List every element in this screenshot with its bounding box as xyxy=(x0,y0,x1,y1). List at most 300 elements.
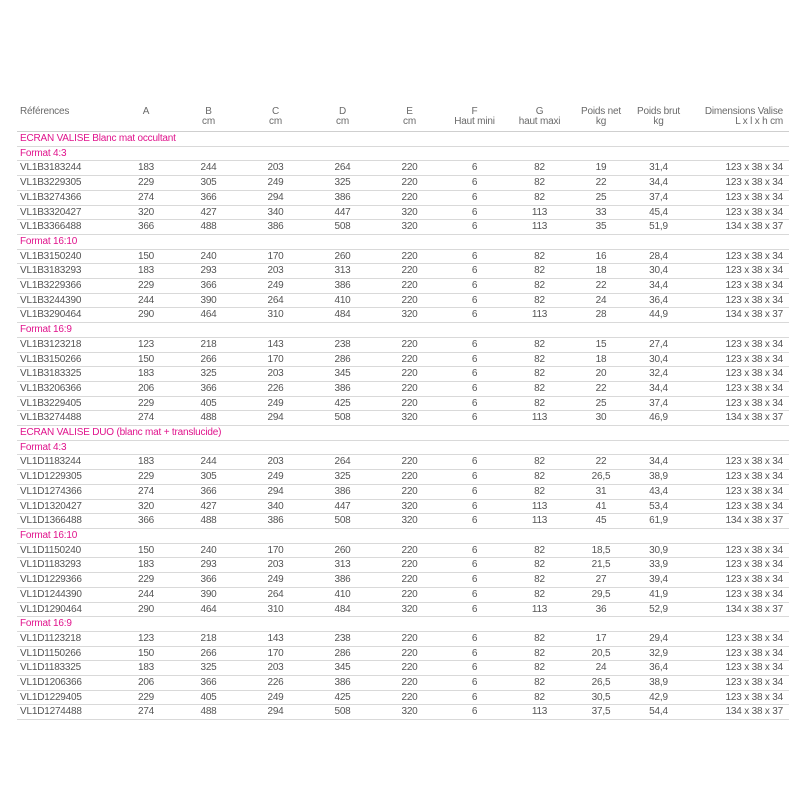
table-cell: 134 x 38 x 37 xyxy=(725,221,783,233)
reference-cell: VL1D1150266 xyxy=(20,647,82,659)
table-cell: 249 xyxy=(267,471,284,483)
section-label: Format 16:9 xyxy=(20,618,72,630)
table-cell: 123 x 38 x 34 xyxy=(725,280,783,292)
table-cell: 220 xyxy=(401,294,418,306)
table-cell: 6 xyxy=(471,574,478,586)
table-row xyxy=(17,573,789,588)
table-cell: 113 xyxy=(531,309,548,321)
table-row xyxy=(17,396,789,411)
table-cell: 150 xyxy=(137,250,155,262)
table-cell: 220 xyxy=(401,559,418,571)
table-cell: 33,9 xyxy=(649,559,668,571)
table-cell: 264 xyxy=(334,162,351,174)
reference-cell: VL1D1229366 xyxy=(20,574,82,586)
reference-cell: VL1B3183325 xyxy=(20,368,82,380)
table-cell: 183 xyxy=(137,662,155,674)
table-cell: 294 xyxy=(267,706,284,718)
table-cell: 386 xyxy=(334,280,351,292)
table-cell: 123 x 38 x 34 xyxy=(725,471,783,483)
table-cell: 25 xyxy=(595,191,607,203)
table-cell: 123 x 38 x 34 xyxy=(725,265,783,277)
table-row xyxy=(17,646,789,661)
table-cell: 410 xyxy=(334,294,351,306)
table-cell: 123 x 38 x 34 xyxy=(725,338,783,350)
table-cell: 366 xyxy=(200,677,217,689)
table-row xyxy=(17,558,789,573)
table-cell: 6 xyxy=(471,177,478,189)
table-cell: 20,5 xyxy=(591,647,611,659)
table-cell: 82 xyxy=(534,294,545,306)
table-cell: 226 xyxy=(267,382,284,394)
table-cell: 22 xyxy=(595,456,607,468)
section-label: ECRAN VALISE DUO (blanc mat + translucide) xyxy=(20,427,222,439)
table-cell: 170 xyxy=(267,353,284,365)
table-cell: 22 xyxy=(595,177,607,189)
table-cell: 82 xyxy=(534,397,545,409)
reference-cell: VL1D1183244 xyxy=(20,456,82,468)
table-row xyxy=(17,411,789,426)
table-cell: 51,9 xyxy=(649,221,668,233)
table-cell: 229 xyxy=(137,397,155,409)
section-row xyxy=(17,323,789,338)
table-cell: 425 xyxy=(334,691,351,703)
table-cell: 82 xyxy=(534,471,545,483)
header-e: E cm xyxy=(403,106,416,127)
table-cell: 123 x 38 x 34 xyxy=(725,574,783,586)
table-cell: 82 xyxy=(534,662,545,674)
reference-cell: VL1B3229366 xyxy=(20,280,82,292)
table-cell: 464 xyxy=(200,603,217,615)
table-row xyxy=(17,249,789,264)
table-cell: 218 xyxy=(200,632,217,644)
reference-cell: VL1B3229305 xyxy=(20,177,82,189)
table-cell: 183 xyxy=(137,265,155,277)
table-cell: 386 xyxy=(334,677,351,689)
table-cell: 82 xyxy=(534,353,545,365)
table-cell: 340 xyxy=(267,500,284,512)
table-cell: 220 xyxy=(401,265,418,277)
table-cell: 54,4 xyxy=(649,706,668,718)
table-cell: 203 xyxy=(267,162,284,174)
header-b: B cm xyxy=(202,106,215,127)
table-cell: 220 xyxy=(401,662,418,674)
section-row xyxy=(17,617,789,632)
table-cell: 30,5 xyxy=(591,691,611,703)
table-cell: 25 xyxy=(595,397,607,409)
table-row xyxy=(17,367,789,382)
table-cell: 345 xyxy=(334,368,351,380)
table-cell: 229 xyxy=(137,177,155,189)
table-cell: 18 xyxy=(595,353,607,365)
reference-cell: VL1B3290464 xyxy=(20,309,82,321)
table-cell: 447 xyxy=(334,206,351,218)
table-cell: 244 xyxy=(137,588,155,600)
table-cell: 366 xyxy=(200,382,217,394)
table-cell: 386 xyxy=(334,485,351,497)
table-cell: 447 xyxy=(334,500,351,512)
table-cell: 6 xyxy=(471,412,478,424)
table-cell: 82 xyxy=(534,191,545,203)
table-row xyxy=(17,176,789,191)
section-label: ECRAN VALISE Blanc mat occultant xyxy=(20,133,176,144)
table-cell: 264 xyxy=(334,456,351,468)
table-cell: 260 xyxy=(334,250,351,262)
table-cell: 238 xyxy=(334,632,351,644)
header-a: A xyxy=(142,106,150,117)
reference-cell: VL1B3320427 xyxy=(20,206,82,218)
table-cell: 82 xyxy=(534,456,545,468)
table-cell: 220 xyxy=(401,368,418,380)
reference-cell: VL1D1229405 xyxy=(20,691,82,703)
table-cell: 305 xyxy=(200,177,217,189)
reference-cell: VL1B3229405 xyxy=(20,397,82,409)
table-cell: 17 xyxy=(595,632,607,644)
spec-table-container xyxy=(17,104,789,720)
table-cell: 18,5 xyxy=(591,544,611,556)
table-row xyxy=(17,293,789,308)
table-cell: 39,4 xyxy=(649,574,668,586)
table-cell: 134 x 38 x 37 xyxy=(725,309,783,321)
table-cell: 27 xyxy=(595,574,607,586)
table-row xyxy=(17,161,789,176)
reference-cell: VL1B3183244 xyxy=(20,162,82,174)
section-label: Format 16:9 xyxy=(20,324,72,336)
reference-cell: VL1B3244390 xyxy=(20,294,82,306)
table-cell: 220 xyxy=(401,632,418,644)
table-cell: 29,5 xyxy=(591,588,611,600)
table-cell: 183 xyxy=(137,559,155,571)
table-cell: 249 xyxy=(267,177,284,189)
table-cell: 240 xyxy=(200,544,217,556)
table-cell: 46,9 xyxy=(649,412,668,424)
table-cell: 6 xyxy=(471,368,478,380)
reference-cell: VL1B3150266 xyxy=(20,353,82,365)
table-cell: 320 xyxy=(401,515,418,527)
table-cell: 30 xyxy=(595,412,607,424)
table-cell: 123 x 38 x 34 xyxy=(725,382,783,394)
table-cell: 134 x 38 x 37 xyxy=(725,412,783,424)
table-cell: 123 x 38 x 34 xyxy=(725,632,783,644)
table-cell: 170 xyxy=(267,544,284,556)
section-label: Format 4:3 xyxy=(20,441,67,453)
table-cell: 220 xyxy=(401,544,418,556)
table-cell: 6 xyxy=(471,382,478,394)
table-cell: 6 xyxy=(471,485,478,497)
table-cell: 203 xyxy=(267,559,284,571)
table-row xyxy=(17,587,789,602)
table-cell: 220 xyxy=(401,588,418,600)
table-cell: 113 xyxy=(531,706,548,718)
table-cell: 220 xyxy=(401,280,418,292)
table-cell: 203 xyxy=(267,456,284,468)
table-cell: 113 xyxy=(531,500,548,512)
table-cell: 274 xyxy=(137,706,155,718)
table-cell: 6 xyxy=(471,206,478,218)
section-label: Format 16:10 xyxy=(20,529,78,541)
table-row xyxy=(17,631,789,646)
table-cell: 123 x 38 x 34 xyxy=(725,250,783,262)
table-cell: 366 xyxy=(200,280,217,292)
table-row xyxy=(17,661,789,676)
table-cell: 150 xyxy=(137,647,155,659)
table-cell: 260 xyxy=(334,544,351,556)
table-cell: 123 x 38 x 34 xyxy=(725,677,783,689)
table-row xyxy=(17,602,789,617)
table-cell: 6 xyxy=(471,471,478,483)
table-row xyxy=(17,705,789,720)
reference-cell: VL1D1366488 xyxy=(20,515,82,527)
table-cell: 294 xyxy=(267,485,284,497)
table-cell: 244 xyxy=(137,294,155,306)
table-row xyxy=(17,205,789,220)
reference-cell: VL1D1183325 xyxy=(20,662,82,674)
table-cell: 264 xyxy=(267,294,284,306)
table-cell: 410 xyxy=(334,588,351,600)
table-cell: 220 xyxy=(401,677,418,689)
table-cell: 6 xyxy=(471,603,478,615)
table-cell: 123 x 38 x 34 xyxy=(725,397,783,409)
table-cell: 229 xyxy=(137,471,155,483)
table-cell: 226 xyxy=(267,677,284,689)
table-cell: 82 xyxy=(534,250,545,262)
section-row xyxy=(17,440,789,455)
table-cell: 294 xyxy=(267,412,284,424)
table-cell: 286 xyxy=(334,647,351,659)
table-cell: 113 xyxy=(531,206,548,218)
table-cell: 244 xyxy=(200,456,217,468)
reference-cell: VL1D1150240 xyxy=(20,544,82,556)
table-cell: 244 xyxy=(200,162,217,174)
table-cell: 31,4 xyxy=(649,162,668,174)
table-cell: 30,4 xyxy=(649,353,668,365)
table-cell: 425 xyxy=(334,397,351,409)
table-cell: 390 xyxy=(200,588,217,600)
table-cell: 240 xyxy=(200,250,217,262)
table-cell: 28,4 xyxy=(649,250,668,262)
table-cell: 220 xyxy=(401,691,418,703)
table-cell: 274 xyxy=(137,485,155,497)
table-cell: 238 xyxy=(334,338,351,350)
spec-table xyxy=(17,104,789,720)
table-cell: 320 xyxy=(401,206,418,218)
table-row xyxy=(17,381,789,396)
table-cell: 16 xyxy=(595,250,607,262)
table-cell: 6 xyxy=(471,191,478,203)
table-cell: 229 xyxy=(137,280,155,292)
table-cell: 220 xyxy=(401,162,418,174)
table-cell: 27,4 xyxy=(649,338,668,350)
table-cell: 34,4 xyxy=(649,280,668,292)
table-cell: 508 xyxy=(334,706,351,718)
section-label: Format 16:10 xyxy=(20,235,78,247)
table-cell: 34,4 xyxy=(649,177,668,189)
table-cell: 286 xyxy=(334,353,351,365)
table-cell: 427 xyxy=(200,206,217,218)
table-cell: 220 xyxy=(401,647,418,659)
header-g: G haut maxi xyxy=(518,106,561,127)
table-cell: 305 xyxy=(200,471,217,483)
header-poids-net: Poids net kg xyxy=(581,106,621,127)
table-cell: 15 xyxy=(595,338,607,350)
table-cell: 6 xyxy=(471,353,478,365)
reference-cell: VL1D1244390 xyxy=(20,588,82,600)
table-cell: 6 xyxy=(471,544,478,556)
table-cell: 19 xyxy=(595,162,607,174)
table-cell: 26,5 xyxy=(591,471,611,483)
table-cell: 320 xyxy=(401,603,418,615)
table-cell: 488 xyxy=(200,221,217,233)
table-cell: 82 xyxy=(534,280,545,292)
table-cell: 6 xyxy=(471,500,478,512)
table-cell: 290 xyxy=(137,603,155,615)
table-cell: 508 xyxy=(334,515,351,527)
table-cell: 82 xyxy=(534,691,545,703)
table-cell: 33 xyxy=(595,206,607,218)
table-cell: 325 xyxy=(334,177,351,189)
table-row xyxy=(17,337,789,352)
reference-cell: VL1D1183293 xyxy=(20,559,82,571)
table-cell: 6 xyxy=(471,632,478,644)
table-cell: 293 xyxy=(200,559,217,571)
table-cell: 6 xyxy=(471,280,478,292)
table-cell: 30,4 xyxy=(649,265,668,277)
table-cell: 38,9 xyxy=(649,677,668,689)
table-cell: 32,4 xyxy=(649,368,668,380)
table-cell: 6 xyxy=(471,397,478,409)
table-cell: 61,9 xyxy=(649,515,668,527)
reference-cell: VL1B3150240 xyxy=(20,250,82,262)
table-cell: 143 xyxy=(267,632,284,644)
table-cell: 34,4 xyxy=(649,382,668,394)
header-poids-brut: Poids brut kg xyxy=(636,106,681,127)
section-row xyxy=(17,528,789,543)
table-cell: 320 xyxy=(137,500,155,512)
table-cell: 44,9 xyxy=(649,309,668,321)
table-cell: 6 xyxy=(471,338,478,350)
table-cell: 220 xyxy=(401,456,418,468)
table-cell: 123 x 38 x 34 xyxy=(725,162,783,174)
table-cell: 150 xyxy=(137,544,155,556)
reference-cell: VL1B3206366 xyxy=(20,382,82,394)
table-cell: 113 xyxy=(531,515,548,527)
header-row xyxy=(17,104,789,132)
table-cell: 6 xyxy=(471,221,478,233)
table-cell: 28 xyxy=(595,309,607,321)
table-cell: 45 xyxy=(595,515,607,527)
header-references: Références xyxy=(20,106,70,117)
table-cell: 183 xyxy=(137,162,155,174)
table-cell: 41 xyxy=(595,500,607,512)
table-cell: 266 xyxy=(200,647,217,659)
table-cell: 220 xyxy=(401,574,418,586)
reference-cell: VL1D1229305 xyxy=(20,471,82,483)
table-cell: 30,9 xyxy=(649,544,668,556)
table-cell: 31 xyxy=(595,485,607,497)
table-cell: 6 xyxy=(471,691,478,703)
header-c: C cm xyxy=(269,106,282,127)
table-cell: 6 xyxy=(471,647,478,659)
reference-cell: VL1B3366488 xyxy=(20,221,82,233)
table-cell: 123 x 38 x 34 xyxy=(725,559,783,571)
table-cell: 43,4 xyxy=(649,485,668,497)
table-cell: 488 xyxy=(200,515,217,527)
table-cell: 218 xyxy=(200,338,217,350)
table-cell: 266 xyxy=(200,353,217,365)
table-cell: 82 xyxy=(534,382,545,394)
reference-cell: VL1D1206366 xyxy=(20,677,82,689)
section-row xyxy=(17,234,789,249)
table-cell: 203 xyxy=(267,662,284,674)
table-cell: 220 xyxy=(401,382,418,394)
table-cell: 249 xyxy=(267,397,284,409)
table-row xyxy=(17,279,789,294)
table-cell: 22 xyxy=(595,280,607,292)
table-cell: 320 xyxy=(401,412,418,424)
table-cell: 29,4 xyxy=(649,632,668,644)
table-cell: 113 xyxy=(531,221,548,233)
table-cell: 183 xyxy=(137,368,155,380)
table-cell: 249 xyxy=(267,574,284,586)
table-cell: 123 x 38 x 34 xyxy=(725,206,783,218)
table-cell: 24 xyxy=(595,662,607,674)
table-cell: 113 xyxy=(531,603,548,615)
table-cell: 6 xyxy=(471,662,478,674)
table-cell: 24 xyxy=(595,294,607,306)
table-row xyxy=(17,690,789,705)
table-cell: 134 x 38 x 37 xyxy=(725,706,783,718)
table-cell: 82 xyxy=(534,677,545,689)
reference-cell: VL1B3123218 xyxy=(20,338,82,350)
table-cell: 508 xyxy=(334,412,351,424)
table-cell: 313 xyxy=(334,265,351,277)
table-cell: 123 x 38 x 34 xyxy=(725,500,783,512)
table-cell: 386 xyxy=(267,221,284,233)
table-cell: 405 xyxy=(200,397,217,409)
table-cell: 82 xyxy=(534,647,545,659)
table-cell: 82 xyxy=(534,177,545,189)
table-cell: 6 xyxy=(471,162,478,174)
table-cell: 325 xyxy=(200,368,217,380)
table-cell: 6 xyxy=(471,706,478,718)
table-cell: 82 xyxy=(534,632,545,644)
table-cell: 220 xyxy=(401,485,418,497)
table-cell: 123 x 38 x 34 xyxy=(725,647,783,659)
table-cell: 294 xyxy=(267,191,284,203)
table-row xyxy=(17,264,789,279)
table-cell: 37,5 xyxy=(591,706,611,718)
table-cell: 464 xyxy=(200,309,217,321)
table-cell: 123 x 38 x 34 xyxy=(725,691,783,703)
table-cell: 36,4 xyxy=(649,662,668,674)
table-cell: 113 xyxy=(531,412,548,424)
header-d: D cm xyxy=(336,106,349,127)
table-cell: 6 xyxy=(471,265,478,277)
reference-cell: VL1D1320427 xyxy=(20,500,82,512)
reference-cell: VL1D1123218 xyxy=(20,632,82,644)
table-cell: 340 xyxy=(267,206,284,218)
table-cell: 220 xyxy=(401,471,418,483)
table-row xyxy=(17,676,789,691)
table-cell: 366 xyxy=(137,515,155,527)
section-row xyxy=(17,146,789,161)
table-cell: 123 x 38 x 34 xyxy=(725,294,783,306)
table-cell: 345 xyxy=(334,662,351,674)
table-cell: 123 x 38 x 34 xyxy=(725,662,783,674)
table-cell: 203 xyxy=(267,265,284,277)
table-cell: 123 xyxy=(137,338,155,350)
table-cell: 386 xyxy=(334,574,351,586)
section-label: Format 4:3 xyxy=(20,147,67,159)
